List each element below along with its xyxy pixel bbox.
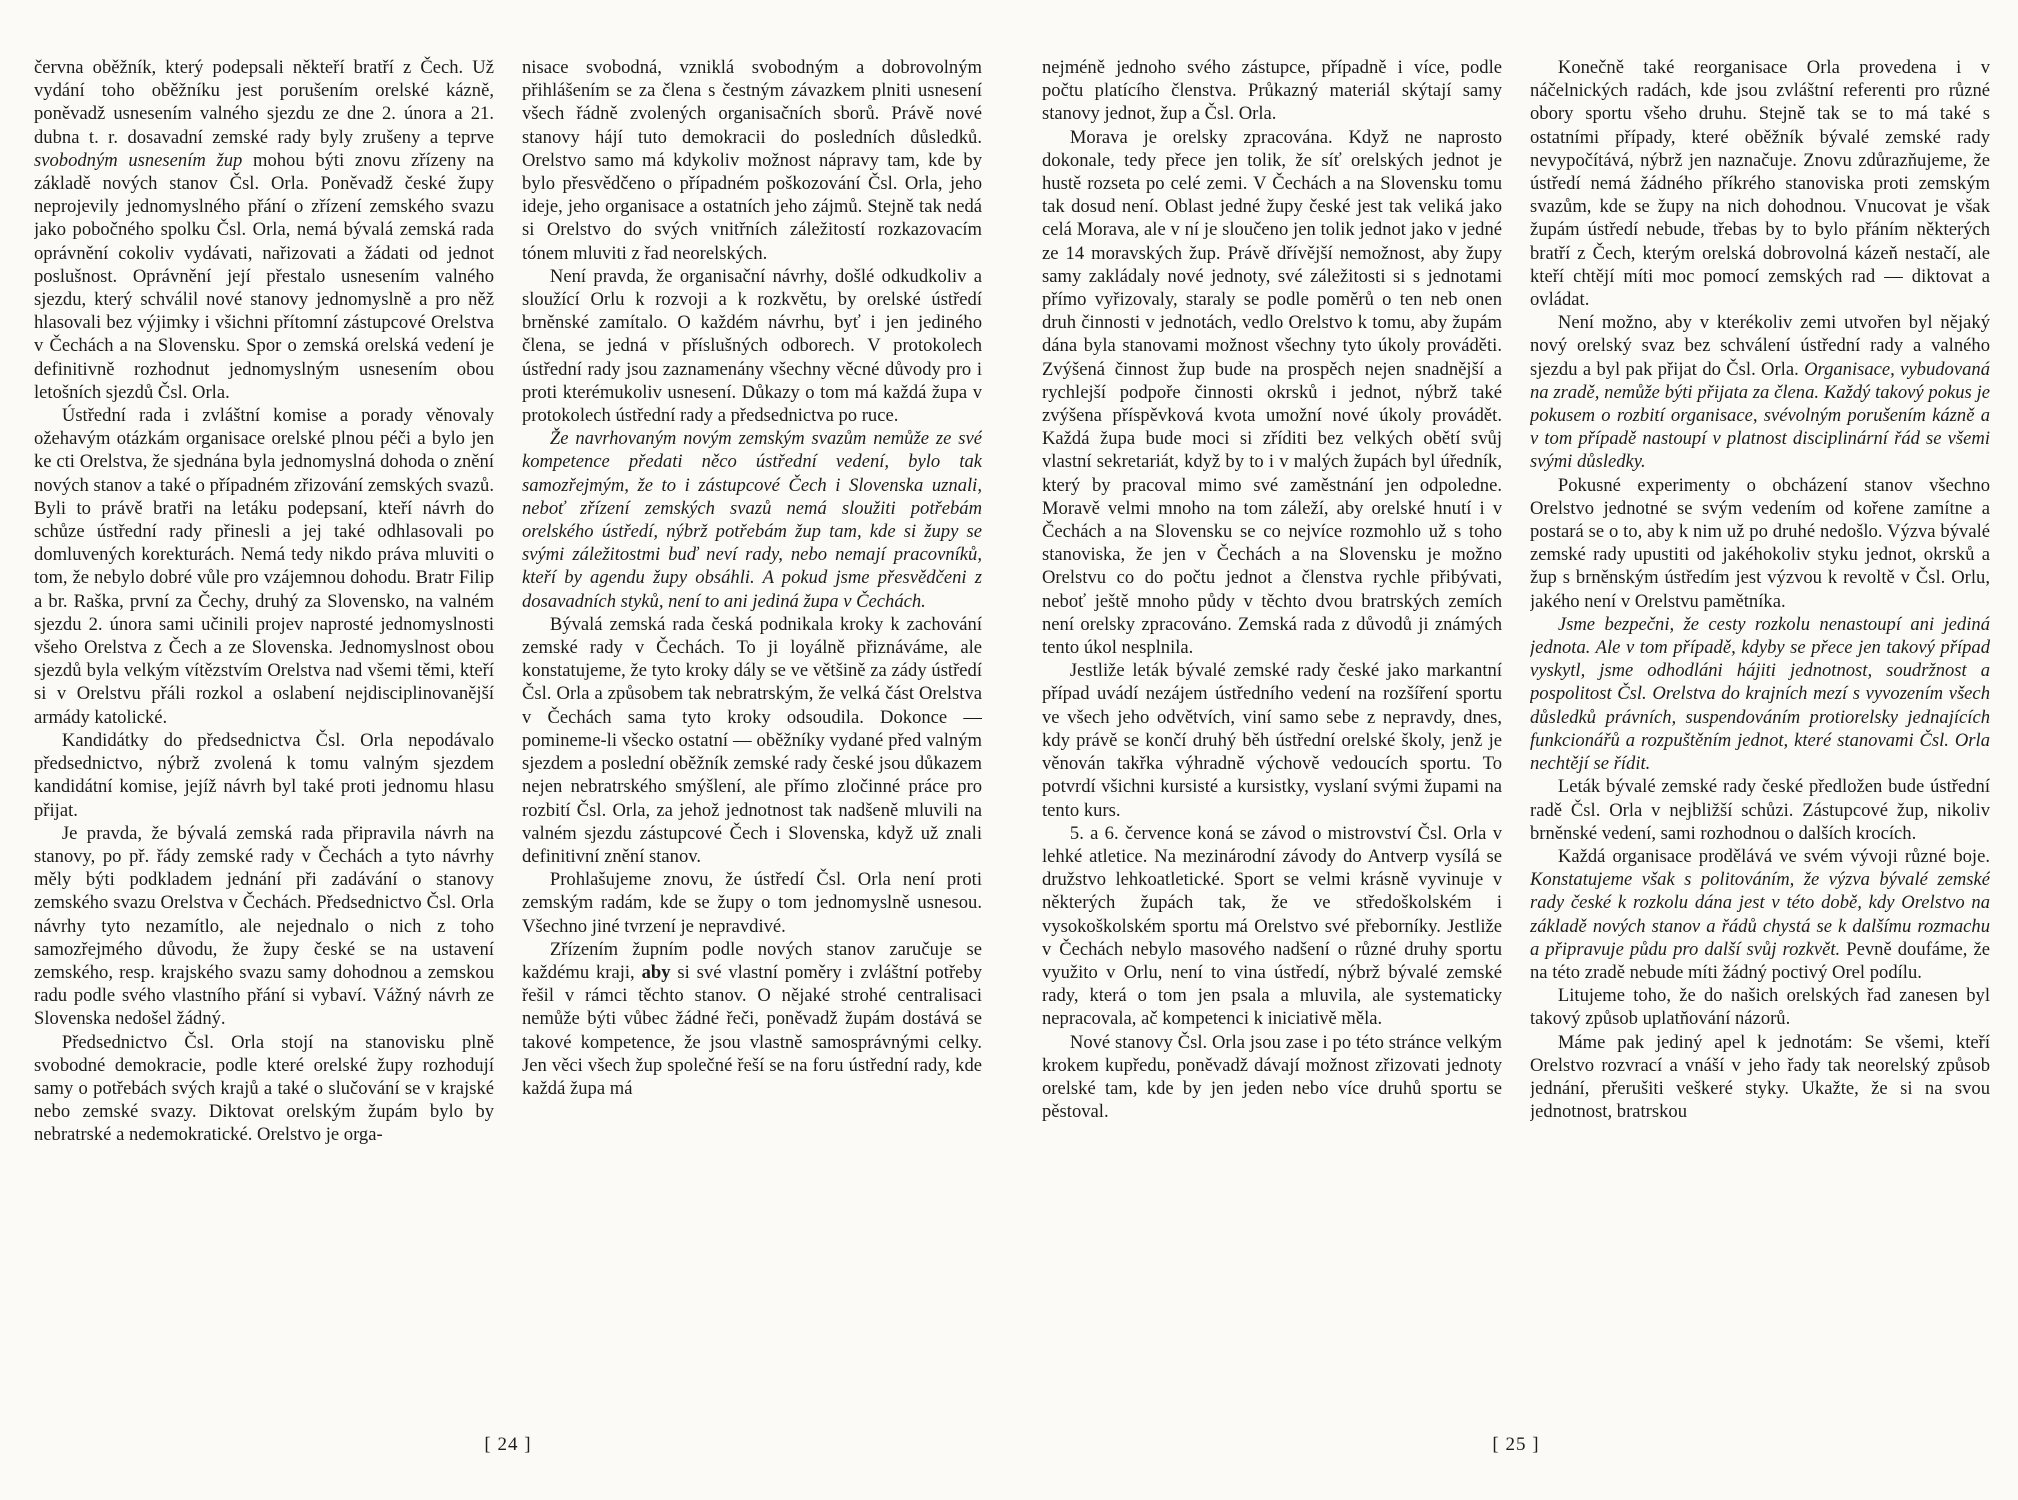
paragraph	[1042, 56, 1502, 126]
paragraph	[522, 868, 982, 938]
text-column-2	[522, 56, 982, 1408]
paragraph	[1530, 613, 1990, 775]
paragraph	[1530, 1031, 1990, 1124]
page-number-left: [ 24 ]	[484, 1434, 532, 1455]
paragraph	[1042, 1031, 1502, 1124]
text-run: Konstatujeme však s politováním, že výzva bývalé zemské rady české k rozkolu dána jest v této době, kdy Orelstvo na základě nových stanov a řádů chystá se k dalšímu rozmachu a připravuje půdu pro další svůj rozkvět.	[1530, 869, 1990, 960]
text-run: Není možno, aby v kterékoliv zemi utvořen byl nějaký nový orelský svaz bez schválení ústřední rady a valného sjezdu a byl pak přijat do Čsl. Orla.	[1530, 312, 1990, 380]
text-run: Každá organisace prodělává ve svém vývoji různé boje.	[1557, 845, 1990, 867]
paragraph	[522, 265, 982, 427]
text-run: Pevně doufáme, že na této zradě nebude míti žádný poctivý Orel podílu.	[1530, 938, 1990, 983]
paragraph	[1042, 822, 1502, 1031]
text-run: Organisace, vybudovaná na zradě, nemůže býti přijata za člena. Každý takový pokus je pokusem o rozbití organisace, svévolným porušením kázně a v tom případě nastoupí v platnost disciplinární řád se všemi svými důsledky.	[1530, 358, 1990, 473]
text-run: si své vlastní poměry i zvláštní potřeby řešil v rámci těchto stanov. O nějaké strohé centralisaci nemůže býti vůbec žádné řeči, poněvadž župám dostává se takové kompetence, že jsou vlastně samosprávnými celky. Jen věci všech žup společné řeší se na foru ústřední rady, kde každá župa má	[522, 961, 982, 1099]
text-run: Konečně také reorganisace Orla provedena i v náčelnických radách, kde jsou zvláštní referenti pro různé obory sportu všeho druhu. Stejně tak se to má také s ostatními případy, které oběžník bývalé zemské rady nevypočítává, nýbrž jen naznačuje. Znovu zdůrazňujeme, že ústředí nemá žádného příkrého stanoviska proti zemským svazům, kde se župy na nich dohodnou. Vnucovat je však župám ústředí nebude, třebas by to bylo přáním některých bratří z Čech, kterým orelská dobrovolná kázeň nestačí, ale kteří chtějí míti moc pomocí zemských rad — diktovat a ovládat.	[1530, 57, 1990, 311]
paragraph	[1042, 659, 1502, 821]
text-run: Jsme bezpečni, že cesty rozkolu nenastoupí ani jediná jednota. Ale v tom případě, kdyby se přece jen takový případ vyskytl, jsme odhodláni hájiti jednotnost, soudržnost a pospolitost Čsl. Orelstva do krajních mezí s vyvozením všech důsledků právních, suspendováním protiorelsky jednajících funkcionářů a rozpuštěním jednot, které stanovami Čsl. Orla nechtějí se řídit.	[1530, 613, 1990, 775]
page-number-right: [ 25 ]	[1492, 1434, 1540, 1455]
paragraph	[522, 938, 982, 1100]
text-run: svobodným usnesením žup	[34, 149, 243, 171]
text-run: mohou býti znovu zřízeny na základě nových stanov Čsl. Orla. Poněvadž české župy neprojevily jednomyslného přání o zřízení zemského svazu jako pobočného spolku Čsl. Orla, nemá bývalá zemská rada oprávnění cokoliv vydávati, nařizovati a žádati od jednot poslušnost. Oprávnění její přestalo usnesením valného sjezdu, který schválil nové stanovy jednomyslně a pro něž hlasovali bez výjimky i všichni přítomní zástupcové Orelstva v Čechách a na Slovensku. Spor o zemská orelská vedení je definitivně rozhodnut jednomyslným usnesením obou letošních sjezdů Čsl. Orla.	[34, 149, 494, 403]
paragraph	[34, 822, 494, 1031]
page-right	[1042, 56, 1990, 1500]
paragraph	[1530, 984, 1990, 1030]
page-right-columns	[1042, 56, 1990, 1408]
text-run: nisace svobodná, vzniklá svobodným a dobrovolným přihlášením se za člena s čestným závazkem plniti usnesení všech řádně zvolených organisačních sborů. Právě nové stanovy hájí tuto demokracii do posledních důsledků. Orelstvo samo má kdykoliv možnost nápravy tam, kde by bylo přesvědčeno o případném poškozování Čsl. Orla, jeho ideje, jeho organisace a ostatních jeho zájmů. Stejně tak nedá si Orelstvo do svých vnitřních záležitostí rozkazovacím tónem mluviti z řad neorelských.	[522, 57, 982, 264]
paragraph	[1530, 845, 1990, 984]
text-run: Není pravda, že organisační návrhy, došlé odkudkoliv a sloužící Orlu k rozvoji a k rozkvětu, by orelské ústředí brněnské zamítalo. O každém návrhu, byť i jen jediného člena, se jedná v příslušných odborech. V protokolech ústřední rady jsou zaznamenány všechny věcné důvody pro i proti kterémukoliv usnesení. Důkazy o tom má každá župa v protokolech ústřední rady a předsednictva po ruce.	[522, 265, 982, 427]
text-column-4	[1530, 56, 1990, 1408]
paragraph	[1530, 56, 1990, 311]
paragraph	[522, 613, 982, 868]
text-run: Leták bývalé zemské rady české předložen bude ústřední radě Čsl. Orla v nejbližší schůzi. Zástupcové žup, nikoliv brněnské vedení, sami rozhodnou o dalších krocích.	[1530, 776, 1990, 844]
page-left-columns	[34, 56, 982, 1408]
text-run: Jestliže leták bývalé zemské rady české jako markantní případ uvádí nezájem ústředního vedení na rozšíření sportu ve všech jeho odvětvích, viní samo sebe z nepravdy, dnes, kdy právě se končí druhý běh ústřední orelské školy, jenž je věnován takřka výhradně výchově vedoucích sportu. To potvrdí všichni kursisté a kursistky, vyslaní svými župami na tento kurs.	[1042, 660, 1502, 821]
text-run: Kandidátky do předsednictva Čsl. Orla nepodávalo předsednictvo, nýbrž zvolená k tomu valným sjezdem kandidátní komise, jejíž návrh byl také proti jednomu hlasu přijat.	[34, 729, 494, 821]
text-run: Zřízením župním podle nových stanov zaručuje se každému kraji,	[522, 938, 982, 983]
text-run: Morava je orelsky zpracována. Když ne naprosto dokonale, tedy přece jen tolik, že síť orelských jednot je hustě rozseta po celé zemi. V Čechách a na Slovensku tomu tak dosud není. Oblast jedné župy české jest tak veliká jako celá Morava, ale v ní je sloučeno jen tolik jednot jako v jedné ze 14 moravských žup. Právě dřívější nemožnost, aby župy samy zakládaly nové jednoty, své záležitosti si s jednotami přímo vyřizovaly, staraly se podle poměrů o ten neb onen druh činnosti v jednotách, vedlo Orelstvo k tomu, aby župám dána byla stanovami možnost všechny tyto úkoly prováděti. Zvýšená činnost žup bude na prospěch nejen snadnější a rychlejší podpoře činnosti okrsků i jednot, nýbrž také zvýšena příspěvková kvota umožní nové úkoly provádět. Každá župa bude moci si zříditi bez velkých obětí svůj vlastní sekretariát, když by to i v malých župách byl úředník, který by pracoval mimo své zaměstnání jen odpoledne. Moravě velmi mnoho na tom záleží, aby orelské hnutí i v Čechách a na Slovensku se co nejvíce rozmohlo už s toho stanoviska, že jen v Čechách a na Slovensku je možno Orelstvu co do počtu jednot a členstva rychle přibývati, neboť ještě mnoho půdy v těchto dvou bratrských zemích není orelsky zpracováno. Zemská rada z důvodů ji známých tento úkol nesplnila.	[1042, 126, 1502, 659]
text-run: 5. a 6. července koná se závod o mistrovství Čsl. Orla v lehké atletice. Na mezinárodní závody do Antverp vysílá se družstvo lehkoatletické. Sport se velmi krásně vyvinuje v některých župách tak, že ve středoškolském i vysokoškolském sportu má Orelstvo své přeborníky. Jestliže v Čechách nebylo masového nadšení o různé druhy sportu využito v Orlu, není to vina ústředí, nýbrž bývalé zemské rady, která o tom jen psala a mluvila, ale systematicky nepracovala, ač kompetenci k iniciativě měla.	[1042, 822, 1502, 1030]
paragraph	[1530, 474, 1990, 613]
paragraph	[1530, 311, 1990, 473]
text-run: Pokusné experimenty o obcházení stanov všechno Orelstvo jednotné se svým vedením od kořene zamítne a postará se o to, aby k nim už po druhé nedošlo. Výzva bývalé zemské rady upustiti od jakéhokoliv styku jednot, okrsků a žup s brněnským ústředím jest výzvou k revoltě v Čsl. Orlu, jakého není v Orelstvu pamětníka.	[1530, 474, 1990, 612]
text-column-3	[1042, 56, 1502, 1408]
text-run: června oběžník, který podepsali někteří bratří z Čech. Už vydání toho oběžníku jest porušením orelské kázně, poněvadž usnesením valného sjezdu ze dne 2. února a 21. dubna t. r. dosavadní zemské rady byly zrušeny a teprve	[34, 57, 494, 148]
text-run: Předsednictvo Čsl. Orla stojí na stanovisku plně svobodné demokracie, podle které orelské župy rozhodují samy o potřebách svých krajů a také o slučování se v krajské nebo zemské svazy. Diktovat orelským župám bylo by nebratrské a nedemokratické. Orelstvo je orga-	[34, 1031, 494, 1146]
paragraph	[34, 56, 494, 404]
text-run: nejméně jednoho svého zástupce, případně i více, podle počtu platícího členstva. Průkazný materiál skýtají samy stanovy jednot, žup a Čsl. Orla.	[1042, 57, 1502, 125]
text-run: Že navrhovaným novým zemským svazům nemůže ze své kompetence předati něco ústřední vedení, bylo tak samozřejmým, že to i zástupcové Čech i Slovenska uznali, neboť zřízení zemských svazů nemá sloužiti potřebám orelského ústředí, nýbrž potřebám žup tam, kde si župy se svými záležitostmi buď neví rady, nebo nemají pracovníků, kteří by agendu župy obsáhli. A pokud jsme přesvědčeni z dosavadních styků, není to ani jediná župa v Čechách.	[522, 428, 982, 612]
text-column-1	[34, 56, 494, 1408]
text-run: Ústřední rada i zvláštní komise a porady věnovaly ožehavým otázkám organisace orelské plnou péči a bylo jen ke cti Orelstva, že sjednána byla jednomyslná dohoda o znění nových stanov a také o případném zřizování zemských svazů. Byli to právě bratři na letáku podepsaní, kteří návrh do schůze ústřední rady přinesli a jej také odhlasovali po domluvených korekturách. Nemá tedy nikdo práva mluviti o tom, že nebylo dobré vůle pro vzájemnou dohodu. Bratr Filip a br. Raška, první za Čechy, druhý za Slovensko, na valném sjezdu 2. února sami učinili projev naprosté jednomyslnosti všeho Orelstva z Čech a ze Slovenska. Jednomyslnost obou sjezdů byla velkým vítězstvím Orelstva nad všemi těmi, kteří si v Orelstvu přáli rozkol a oslabení nejdisciplinovanější armády katolické.	[34, 405, 494, 728]
paragraph	[34, 404, 494, 729]
paragraph	[1042, 126, 1502, 660]
page-left	[34, 56, 982, 1500]
paragraph	[1530, 775, 1990, 845]
paragraph	[34, 729, 494, 822]
text-run: Prohlašujeme znovu, že ústředí Čsl. Orla není proti zemským radám, kde se župy o tom jednomyslně usnesou. Všechno jiné tvrzení je nepravdivé.	[522, 869, 982, 937]
text-run: Je pravda, že bývalá zemská rada připravila návrh na stanovy, po př. řády zemské rady v Čechách a tyto návrhy měly býti podkladem jednání při zadávání o stanovy zemského svazu Orelstva v Čechách. Předsednictvo Čsl. Orla návrhy tyto nezamítlo, ale nejednalo o nich z toho samozřejmého důvodu, že župy české se na ustavení zemského, resp. krajského svazu samy dohodnou a zemskou radu podle svého vlastního přání si vybaví. Vážný návrh ze Slovenska nedošel žádný.	[34, 822, 494, 1030]
text-run: Máme pak jediný apel k jednotám: Se všemi, kteří Orelstvo rozvrací a vnáší v jeho řady tak neorelský způsob jednání, přerušiti veškeré styky. Ukažte, že si na svou jednotnost, bratrskou	[1530, 1031, 1990, 1123]
text-run: aby	[641, 961, 671, 983]
paragraph	[34, 1031, 494, 1147]
paragraph	[522, 427, 982, 613]
paragraph	[522, 56, 982, 265]
text-run: Bývalá zemská rada česká podnikala kroky k zachování zemské rady v Čechách. To ji loyálně přiznáváme, ale konstatujeme, že tyto kroky dály se ve většině za zády ústředí Čsl. Orla a způsobem tak nebratrským, že velká část Orelstva v Čechách sama tyto kroky odsoudila. Dokonce — pomineme-li všecko ostatní — oběžníky vydané před valným sjezdem a poslední oběžník zemské rady české jsou důkazem nejen nebratrského smýšlení, ale přímo zločinné práce pro rozbití Čsl. Orla, za jehož jednotnost tak nadšeně mluvili na valném sjezdu zástupcové Čech i Slovenska, když už znali definitivní znění stanov.	[522, 613, 982, 867]
text-run: Nové stanovy Čsl. Orla jsou zase i po této stránce velkým krokem kupředu, poněvadž dávají možnost zřizovati jednoty orelské tam, kde by jen jeden nebo více druhů sportu se pěstoval.	[1042, 1031, 1502, 1123]
text-run: Litujeme toho, že do našich orelských řad zanesen byl takový způsob uplatňování názorů.	[1530, 985, 1990, 1030]
